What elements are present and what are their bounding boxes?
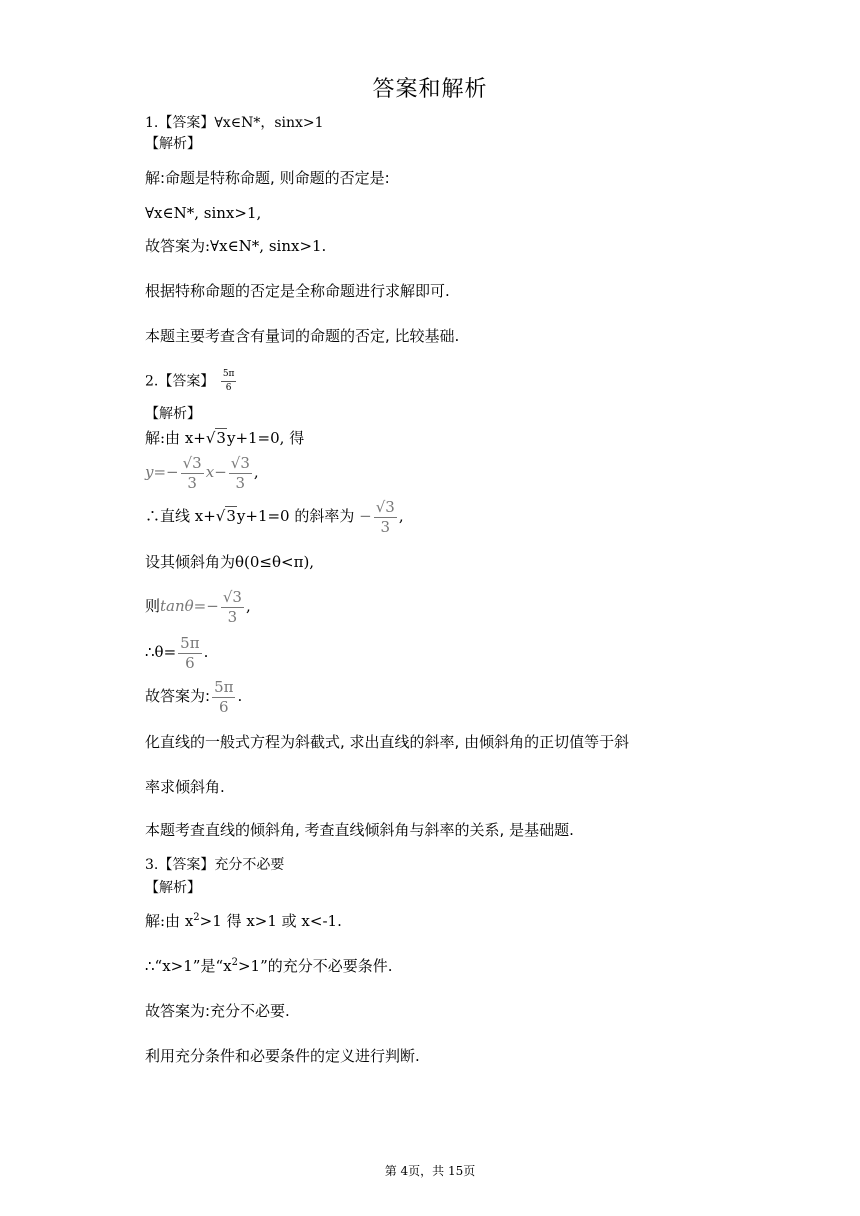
q3-line-4: 利用充分条件和必要条件的定义进行判断. [145, 1047, 420, 1065]
q1-line-2: ∀x∈N*, sinx>1, [145, 204, 262, 222]
q2-line-5: 则tanθ=− $\frac{√3}{3}$ , [145, 587, 251, 626]
q2-line-2: y=− $\frac{√3}{3}$ x− $\frac{√3}{3}$ , [145, 453, 259, 492]
q2-answer-tag: 【答案】 [158, 373, 215, 390]
q2-answer-line [145, 370, 238, 393]
q3-line-1: 解:由 $x^2>1$ 得 x>1 或 x<-1. [145, 912, 342, 930]
page-footer: 第 4页，共 15页 [384, 1164, 476, 1178]
q1-answer-tag: 【答案】 [158, 115, 215, 131]
q2-line-8: 化直线的一般式方程为斜截式, 求出直线的斜率, 由倾斜角的正切值等于斜 [145, 733, 630, 751]
q1-number: 1. [145, 115, 159, 131]
q1-analysis-tag: 【解析】 [145, 136, 201, 152]
q2-line-9: 率求倾斜角. [145, 778, 225, 796]
q1-answer-text: ∀x∈N*，sinx>1 [214, 115, 324, 131]
page-title: 答案和解析 [372, 77, 488, 102]
q3-answer-tag: 【答案】 [158, 857, 215, 873]
q2-answer-fraction: $\frac{5\pi}{6}$ [222, 369, 235, 393]
q3-line-2: ∴“x>1”是“$x^2>1$”的充分不必要条件. [145, 957, 393, 975]
q1-answer-line [145, 113, 324, 133]
q2-line-4: 设其倾斜角为θ(0≤θ<π), [145, 553, 315, 571]
q3-number: 3. [145, 857, 159, 873]
q2-analysis-tag: 【解析】 [145, 406, 201, 422]
q2-line-10: 本题考查直线的倾斜角, 考查直线倾斜角与斜率的关系, 是基础题. [145, 821, 574, 839]
q3-answer-line [145, 855, 284, 875]
q1-line-1: 解:命题是特称命题, 则命题的否定是: [145, 169, 390, 187]
sqrt-3: √3 [205, 429, 226, 447]
q2-line-7: 故答案为: $\frac{5\pi}{6}$ . [145, 677, 243, 716]
q1-line-5: 本题主要考查含有量词的命题的否定, 比较基础. [145, 327, 460, 345]
q2-line-6: ∴θ= $\frac{5\pi}{6}$ . [145, 633, 209, 672]
q3-answer-text: 充分不必要 [214, 857, 285, 873]
q1-line-3: 故答案为:∀x∈N*, sinx>1. [145, 237, 327, 255]
q2-line-3: ∴直线 x+√3y+1=0 的斜率为 − $\frac{√3}{3}$ , [145, 497, 404, 536]
q2-number: 2. [145, 373, 159, 390]
q3-line-3: 故答案为:充分不必要. [145, 1002, 290, 1020]
q1-line-4: 根据特称命题的否定是全称命题进行求解即可. [145, 282, 450, 300]
q2-line-1: 解:由 x+√3y+1=0, 得 [145, 429, 305, 447]
q3-analysis-tag: 【解析】 [145, 880, 201, 896]
